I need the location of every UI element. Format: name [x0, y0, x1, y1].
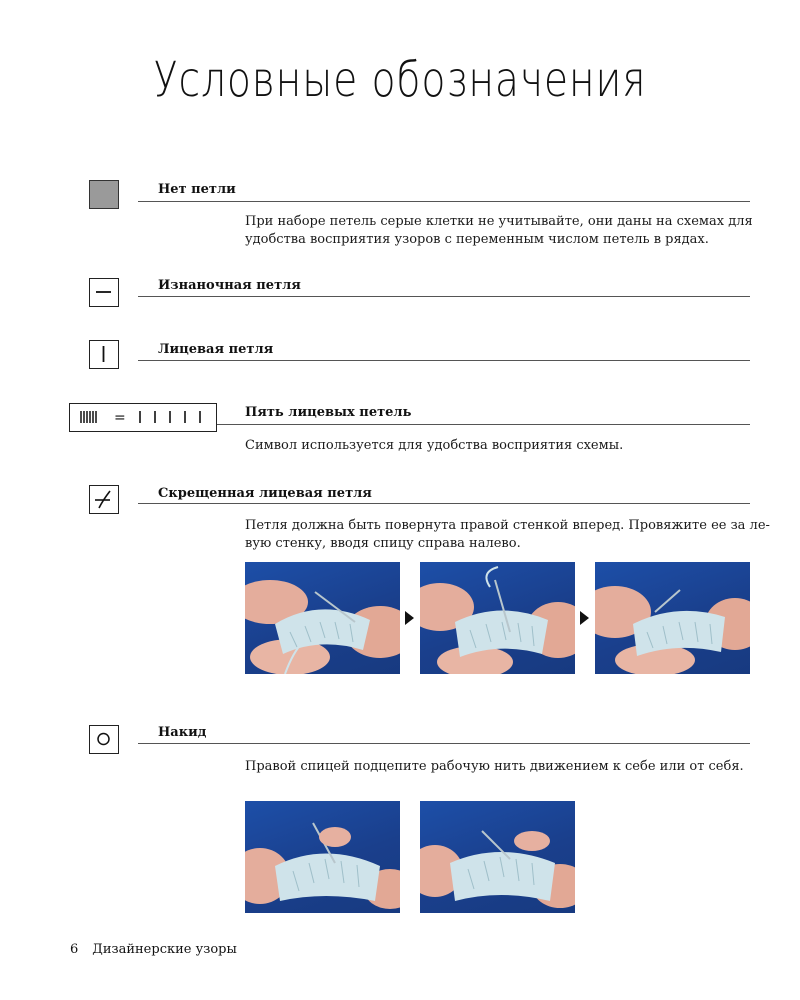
page-footer: [70, 942, 237, 957]
step-arrow-icon: [580, 611, 589, 625]
no-stitch-description: При наборе петель серые клетки не учитывайте, они даны на схемах для удобства восприятия узоров с переменным числом петель в рядах.: [245, 214, 753, 247]
section-rule: [138, 360, 750, 361]
knit-symbol: [89, 340, 119, 369]
section-rule: [138, 743, 750, 744]
page-title: Условные обозначения: [153, 52, 647, 108]
yarn-over-symbol: [89, 725, 119, 754]
twisted-knit-photo-2: [420, 562, 575, 674]
section-rule: [217, 424, 750, 425]
knit-heading: Лицевая петля: [158, 342, 274, 357]
section-rule: [138, 503, 750, 504]
twisted-knit-description: Петля должна быть повернута правой стенкой вперед. Провяжите ее за ле- вую стенку, вводя спицу справа налево.: [245, 518, 770, 551]
book-title: Дизайнерские узоры: [92, 942, 237, 957]
twisted-knit-symbol: [89, 485, 119, 514]
step-arrow-icon: [405, 611, 414, 625]
section-rule: [138, 201, 750, 202]
purl-heading: Изнаночная петля: [158, 278, 301, 293]
yarn-over-photo-2: [420, 801, 575, 913]
twisted-knit-photo-3: [595, 562, 750, 674]
twisted-knit-photo-1: [245, 562, 400, 674]
yarn-over-description: Правой спицей подцепите рабочую нить движением к себе или от себя.: [245, 759, 744, 774]
five-knit-symbol: [69, 403, 217, 432]
gray-cell-symbol: [89, 180, 119, 209]
five-knit-description: Символ используется для удобства восприятия схемы.: [245, 438, 624, 453]
twisted-knit-heading: Скрещенная лицевая петля: [158, 486, 372, 501]
page-number: 6: [70, 942, 79, 957]
purl-symbol: [89, 278, 119, 307]
no-stitch-heading: Нет петли: [158, 182, 236, 197]
yarn-over-heading: Накид: [158, 725, 207, 740]
equals-sign: =: [114, 410, 126, 426]
section-rule: [138, 296, 750, 297]
yarn-over-photo-1: [245, 801, 400, 913]
five-knit-heading: Пять лицевых петель: [245, 405, 412, 420]
